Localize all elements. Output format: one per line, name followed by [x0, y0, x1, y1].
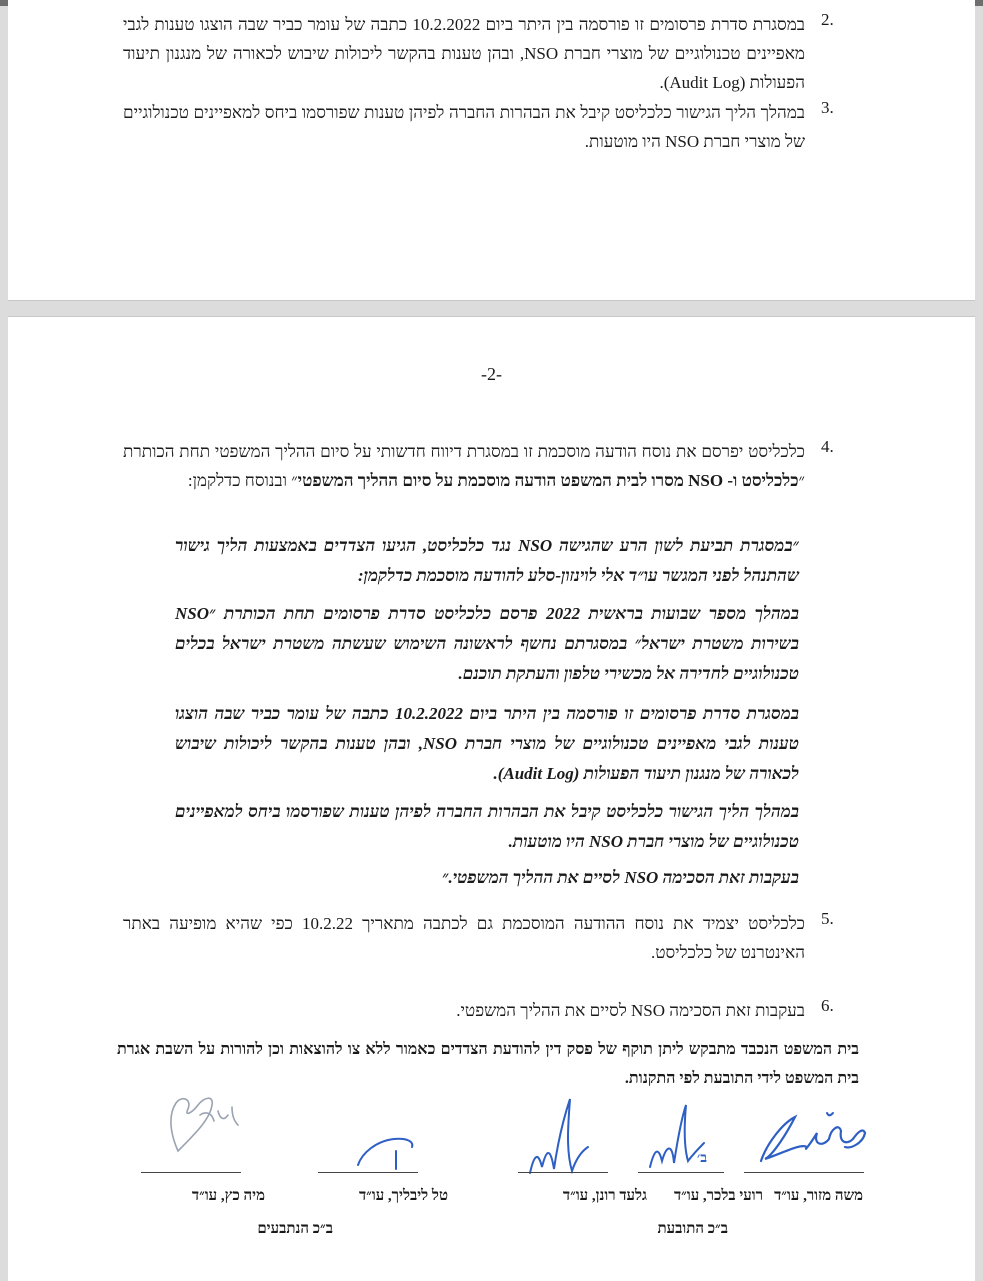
signature-line [141, 1172, 241, 1173]
item-number: 5. [821, 909, 834, 928]
signer-ronen: גלעד רונן, עו״ד [562, 1188, 647, 1204]
signer-blecher: רועי בלכר, עו״ד [673, 1188, 763, 1204]
signer-katz: מיה כץ, עו״ד [191, 1188, 265, 1204]
item-number: 6. [821, 996, 834, 1015]
annotation-b: ב׳ [697, 1151, 707, 1166]
paragraph-item-4-tail: ״ ובנוסח כדלקמן: [187, 471, 298, 490]
signature-line [638, 1172, 724, 1173]
paragraph-item-3: במהלך הליך הגישור כלכליסט קיבל את הבהרות החברה לפיהן טענות שפורסמו ביחס למאפיינים טכנולוגיים של מוצרי חברת NSO היו מוטעות. [123, 103, 805, 151]
signature-line [744, 1172, 864, 1173]
quote-paragraph: ״במסגרת תביעת לשון הרע שהגישה NSO נגד כלכליסט, הגיעו הצדדים באמצעות הליך גישור שהתנהל לפני המגשר עו״ד אלי לוינזון-סלע להודעה מוסכמת כדלקמן: [175, 536, 799, 585]
group-plaintiff-counsel: ב״כ התובעת [657, 1221, 728, 1237]
quote-paragraph: בעקבות זאת הסכימה NSO לסיים את ההליך המשפטי.״ [441, 868, 799, 887]
document-page-1 [8, 0, 975, 301]
paragraph-item-4 [123, 437, 805, 495]
signature-line [318, 1172, 418, 1173]
signature-katz [152, 1085, 244, 1159]
quote-paragraph: במהלך הליך הגישור כלכליסט קיבל את הבהרות החברה לפיהן טענות שפורסמו ביחס למאפיינים טכנולוגיים של מוצרי חברת NSO היו מוטעות. [175, 802, 799, 851]
paragraph-item-5: כלכליסט יצמיד את נוסח ההודעה המוסכמת גם לכתבה מתאריך 10.2.22 כפי שהיא מופיעה באתר האינטרנט של כלכליסט. [123, 914, 805, 962]
document-page-2 [8, 316, 975, 1281]
signer-liblich: טל ליבליך, עו״ד [358, 1188, 448, 1204]
closing-request: בית המשפט הנכבד מתבקש ליתן תוקף של פסק דין להודעת הצדדים כאמור ללא צו להוצאות וכן להורות על השבת אגרת בית המשפט לידי התובעת לפי התקנות. [117, 1041, 859, 1087]
paragraph-item-4-lead: כלכליסט יפרסם את נוסח הודעה מוסכמת זו במסגרת דיווח חדשותי על סיום ההליך המשפטי תחת הכותרת ״ [123, 442, 805, 490]
signature-ronen [520, 1095, 596, 1187]
quote-paragraph: במסגרת סדרת פרסומים זו פורסמה בין היתר ביום 10.2.2022 כתבה של עומר כביר שבה הוצגו טענות לגבי מאפיינים טכנולוגיים של מוצרי חברת NSO, ובהן טענות בהקשר ליכולות שיבוש לכאורה של מנגנון תיעוד הפעולות (Audit Log). [175, 704, 799, 783]
item-number: 3. [821, 98, 834, 117]
page-number: -2- [481, 364, 502, 384]
group-respondents-counsel: ב״כ הנתבעים [257, 1221, 333, 1237]
quote-paragraph: במהלך מספר שבועות בראשית 2022 פרסם כלכליסט סדרת פרסומים תחת הכותרת ״NSO בשירות משטרת ישראל״ במסגרתם נחשף לראשונה השימוש שעשתה משטרת ישראל בכלים טכנולוגיים לחדירה אל מכשירי טלפון והעתקת תוכנם. [175, 604, 800, 683]
signature-line [518, 1172, 608, 1173]
paragraph-item-2: במסגרת סדרת פרסומים זו פורסמה בין היתר ביום 10.2.2022 כתבה של עומר כביר שבה הוצגו טענות לגבי מאפיינים טכנולוגיים של מוצרי חברת NSO, ובהן טענות בהקשר ליכולות שיבוש לכאורה של מנגנון תיעוד הפעולות (Audit Log). [123, 15, 805, 92]
signature-liblich [350, 1123, 422, 1173]
item-number: 2. [821, 10, 834, 29]
signer-mazor: משה מזור, עו״ד [774, 1188, 863, 1204]
signature-mazor [743, 1103, 873, 1173]
bold-headline: כלכליסט ו- NSO מסרו לבית המשפט הודעה מוסכמת על סיום ההליך המשפטי [297, 471, 799, 490]
paragraph-item-6: בעקבות זאת הסכימה NSO לסיים את ההליך המשפטי. [456, 1001, 805, 1020]
item-number: 4. [821, 437, 834, 456]
